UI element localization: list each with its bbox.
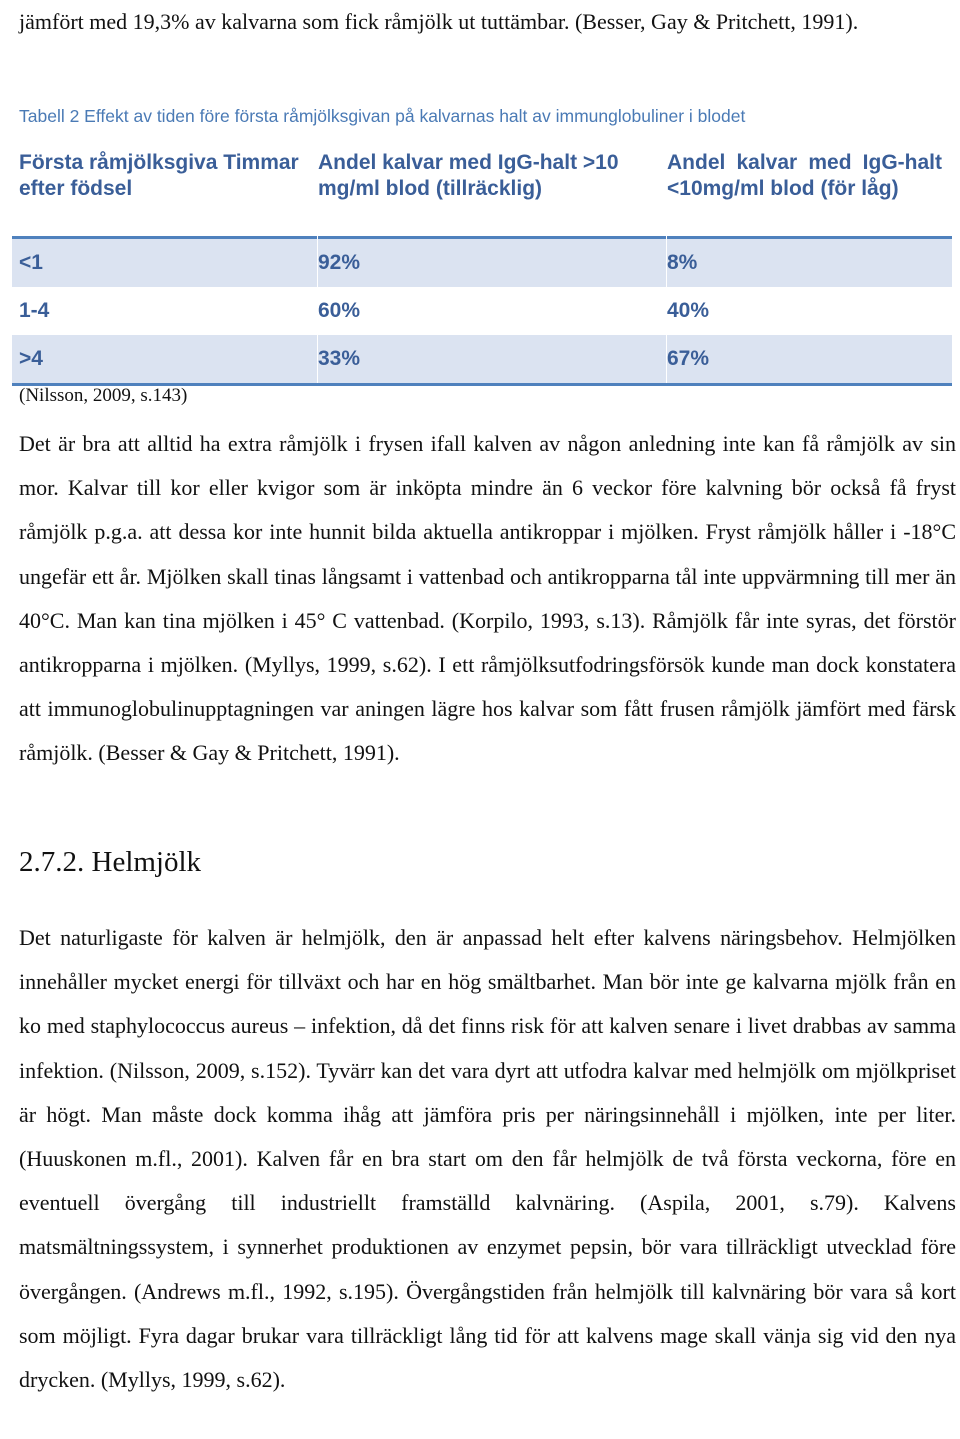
intro-paragraph: jämfört med 19,3% av kalvarna som fick råmjölk ut tuttämbar. (Besser, Gay & Pritchett, 1991). <box>19 9 859 34</box>
body-paragraph: Det är bra att alltid ha extra råmjölk i frysen ifall kalven av någon anledning inte kan få råmjölk av sin mor. Kalvar till kor eller kvigor som är inköpta mindre än 6 veckor före kalvning bör också få fryst råmjölk p.g.a. att dessa kor inte hunnit bilda aktuella antikroppar i mjölken. Fryst råmjölk håller i -18°C ungefär ett år. Mjölken skall tinas långsamt i vattenbad och antikropparna tål inte uppvärmning till mer än 40°C. Man kan tina mjölken i 45° C vattenbad. (Korpilo, 1993, s.13). Råmjölk får inte syras, det förstör antikropparna i mjölken. (Myllys, 1999, s.62). I ett råmjölksutfodringsförsök kunde man dock konstatera att immunoglobulinupptagningen var aningen lägre hos kalvar som fått frusen råmjölk jämfört med färsk råmjölk. (Besser & Gay & Pritchett, 1991). <box>19 431 956 766</box>
table-header-row <box>12 150 952 239</box>
table-cell: 92% <box>318 251 361 274</box>
table-cell: 67% <box>667 347 710 370</box>
table-header-cell: Andel kalvar med IgG-halt <10mg/ml blod (för låg) <box>667 151 942 200</box>
table-cell: <1 <box>19 251 43 274</box>
table-cell: 8% <box>667 251 698 274</box>
table-row <box>12 335 952 386</box>
column-divider <box>317 236 318 383</box>
table-row <box>12 287 952 335</box>
table-header-cell: Andel kalvar med IgG-halt >10 mg/ml blod (tillräcklig) <box>318 151 619 200</box>
section-heading: 2.7.2. Helmjölk <box>19 846 202 878</box>
column-divider <box>666 236 667 383</box>
table-header-cell: Första råmjölksgiva Timmar efter födsel <box>19 151 299 200</box>
table-cell: 1-4 <box>19 299 50 322</box>
table-row <box>12 239 952 287</box>
immunoglobulin-table <box>12 150 952 386</box>
table-caption: Tabell 2 Effekt av tiden före första råmjölksgivan på kalvarnas halt av immunglobuliner i blodet <box>19 106 746 126</box>
table-cell: 60% <box>318 299 361 322</box>
table-cell: >4 <box>19 347 43 370</box>
table-source: (Nilsson, 2009, s.143) <box>19 385 188 406</box>
table-cell: 40% <box>667 299 710 322</box>
body-paragraph: Det naturligaste för kalven är helmjölk, den är anpassad helt efter kalvens näringsbehov. Helmjölken innehåller mycket energi för tillväxt och har en hög smältbarhet. Man bör inte ge kalvarna mjölk från en ko med staphylococcus aureus – infektion, då det finns risk för att kalven senare i livet drabbas av samma infektion. (Nilsson, 2009, s.152). Tyvärr kan det vara dyrt att utfodra kalvar med helmjölk om mjölkpriset är högt. Man måste dock komma ihåg att jämföra pris per näringsinnehåll i mjölken, inte per liter. (Huuskonen m.fl., 2001). Kalven får en bra start om den får helmjölk de två första veckorna, före en eventuell övergång till industriellt framställd kalvnäring. (Aspila, 2001, s.79). Kalvens matsmältningssystem, i synnerhet produktionen av enzymet pepsin, bör vara tillräckligt utvecklad före övergången. (Andrews m.fl., 1992, s.195). Övergångstiden från helmjölk till kalvnäring bör vara så kort som möjligt. Fyra dagar brukar vara tillräckligt lång tid för att kalvens mage skall vänja sig vid den nya drycken. (Myllys, 1999, s.62). <box>19 925 956 1393</box>
table-cell: 33% <box>318 347 361 370</box>
